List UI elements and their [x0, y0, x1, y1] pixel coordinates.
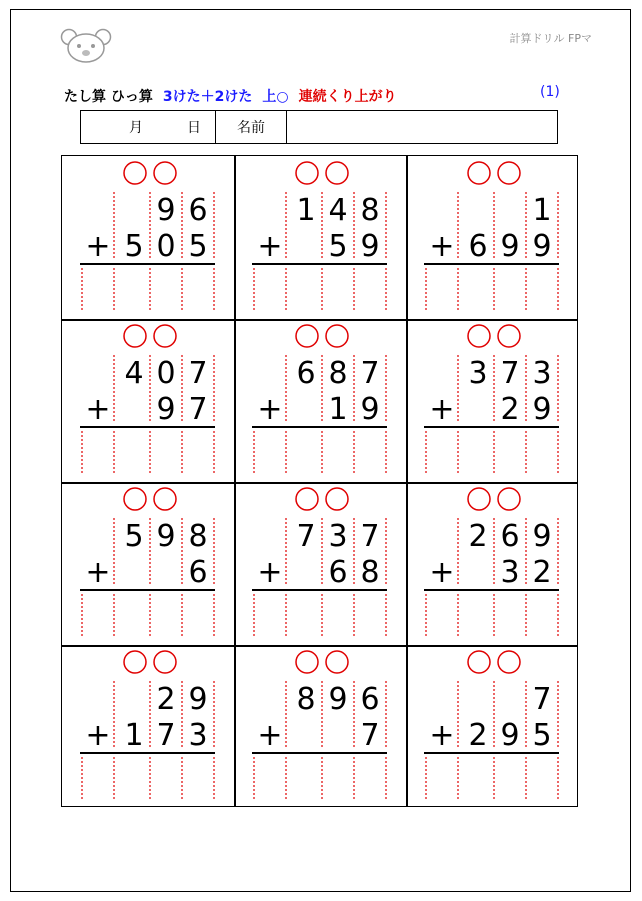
- carry-circle[interactable]: [296, 488, 318, 510]
- addend-top-digit: 7: [500, 356, 520, 391]
- carry-circle[interactable]: [498, 651, 520, 673]
- carry-circle[interactable]: [296, 325, 318, 347]
- problem-cell: [62, 482, 234, 645]
- carry-circle[interactable]: [498, 325, 520, 347]
- carry-circle[interactable]: [498, 488, 520, 510]
- carry-circle[interactable]: [498, 162, 520, 184]
- addend-bottom-digit: 1: [328, 392, 348, 427]
- problem-cell: [234, 319, 406, 482]
- addend-bottom-digit: 5: [124, 229, 144, 264]
- worksheet-title: [64, 86, 397, 106]
- name-label: 名前: [216, 111, 287, 143]
- carry-circle[interactable]: [124, 488, 146, 510]
- plus-operator: +: [85, 555, 111, 590]
- addend-bottom-digit: 9: [156, 392, 176, 427]
- addend-top-digit: 9: [328, 682, 348, 717]
- addend-top-digit: 6: [188, 193, 208, 228]
- plus-operator: +: [429, 555, 455, 590]
- addend-bottom-digit: 0: [156, 229, 176, 264]
- problem-drawing: [234, 156, 406, 319]
- bear-logo-icon: [60, 28, 112, 64]
- addend-top-digit: 9: [156, 193, 176, 228]
- problem-drawing: [62, 645, 234, 808]
- addend-top-digit: 0: [156, 356, 176, 391]
- sheet-number: (1): [540, 84, 560, 100]
- problem-cell: [62, 319, 234, 482]
- addend-bottom-digit: 3: [188, 718, 208, 753]
- title-digits: 3けた＋2けた: [162, 89, 253, 105]
- problem-cell: [406, 645, 578, 808]
- addend-bottom-digit: 7: [188, 392, 208, 427]
- addend-top-digit: 8: [328, 356, 348, 391]
- plus-operator: +: [257, 392, 283, 427]
- title-carry-position: 上○: [262, 89, 289, 105]
- addend-top-digit: 7: [532, 682, 552, 717]
- addend-bottom-digit: 3: [500, 555, 520, 590]
- plus-operator: +: [429, 229, 455, 264]
- addend-top-digit: 7: [360, 356, 380, 391]
- carry-circle[interactable]: [326, 162, 348, 184]
- carry-circle[interactable]: [296, 651, 318, 673]
- addend-top-digit: 1: [532, 193, 552, 228]
- plus-operator: +: [257, 718, 283, 753]
- problem-cell: [234, 645, 406, 808]
- plus-operator: +: [85, 718, 111, 753]
- plus-operator: +: [257, 555, 283, 590]
- addend-bottom-digit: 1: [124, 718, 144, 753]
- addend-bottom-digit: 7: [156, 718, 176, 753]
- carry-circle[interactable]: [154, 651, 176, 673]
- problem-drawing: [62, 156, 234, 319]
- plus-operator: +: [85, 392, 111, 427]
- addend-top-digit: 2: [468, 519, 488, 554]
- carry-circle[interactable]: [468, 651, 490, 673]
- addend-bottom-digit: 5: [188, 229, 208, 264]
- carry-circle[interactable]: [154, 488, 176, 510]
- carry-circle[interactable]: [124, 162, 146, 184]
- problem-cell: [62, 645, 234, 808]
- problem-cell: [62, 156, 234, 319]
- month-label: 月: [129, 120, 143, 136]
- day-label: 日: [187, 120, 201, 136]
- name-date-row: [80, 110, 558, 144]
- addend-bottom-digit: 5: [532, 718, 552, 753]
- carry-circle[interactable]: [124, 325, 146, 347]
- problem-drawing: [406, 482, 578, 645]
- addend-bottom-digit: 6: [328, 555, 348, 590]
- problem-drawing: [62, 482, 234, 645]
- plus-operator: +: [257, 229, 283, 264]
- carry-circle[interactable]: [154, 162, 176, 184]
- addend-bottom-digit: 9: [500, 229, 520, 264]
- addend-top-digit: 7: [360, 519, 380, 554]
- addend-bottom-digit: 7: [360, 718, 380, 753]
- brand-text: 計算ドリル FPマ: [509, 32, 592, 45]
- carry-circle[interactable]: [124, 651, 146, 673]
- addend-top-digit: 7: [296, 519, 316, 554]
- addend-top-digit: 3: [468, 356, 488, 391]
- addend-bottom-digit: 9: [360, 229, 380, 264]
- plus-operator: +: [85, 229, 111, 264]
- addend-top-digit: 9: [156, 519, 176, 554]
- addend-top-digit: 3: [328, 519, 348, 554]
- addend-bottom-digit: 9: [532, 229, 552, 264]
- addend-bottom-digit: 9: [500, 718, 520, 753]
- problem-drawing: [234, 482, 406, 645]
- carry-circle[interactable]: [296, 162, 318, 184]
- addend-bottom-digit: 6: [188, 555, 208, 590]
- problem-drawing: [406, 156, 578, 319]
- plus-operator: +: [429, 392, 455, 427]
- addend-top-digit: 7: [188, 356, 208, 391]
- addend-bottom-digit: 2: [468, 718, 488, 753]
- carry-circle[interactable]: [326, 488, 348, 510]
- carry-circle[interactable]: [326, 651, 348, 673]
- carry-circle[interactable]: [326, 325, 348, 347]
- carry-circle[interactable]: [468, 162, 490, 184]
- problem-drawing: [234, 319, 406, 482]
- addend-top-digit: 2: [156, 682, 176, 717]
- addend-top-digit: 1: [296, 193, 316, 228]
- addend-top-digit: 3: [532, 356, 552, 391]
- addend-top-digit: 5: [124, 519, 144, 554]
- title-carry-type: 連続くり上がり: [298, 89, 397, 105]
- carry-circle[interactable]: [468, 325, 490, 347]
- problem-cell: [406, 482, 578, 645]
- addend-bottom-digit: 2: [500, 392, 520, 427]
- problem-drawing: [406, 645, 578, 808]
- addend-bottom-digit: 9: [360, 392, 380, 427]
- problem-grid: [61, 155, 578, 807]
- problem-cell: [406, 156, 578, 319]
- addend-top-digit: 8: [360, 193, 380, 228]
- problem-drawing: [406, 319, 578, 482]
- addend-bottom-digit: 5: [328, 229, 348, 264]
- addend-bottom-digit: 9: [532, 392, 552, 427]
- problem-cell: [406, 319, 578, 482]
- addend-bottom-digit: 2: [532, 555, 552, 590]
- addend-top-digit: 8: [296, 682, 316, 717]
- plus-operator: +: [429, 718, 455, 753]
- carry-circle[interactable]: [468, 488, 490, 510]
- name-field[interactable]: [287, 111, 557, 143]
- addend-top-digit: 4: [328, 193, 348, 228]
- problem-drawing: [234, 645, 406, 808]
- problem-cell: [234, 156, 406, 319]
- date-field[interactable]: [81, 111, 216, 143]
- addend-top-digit: 6: [360, 682, 380, 717]
- addend-top-digit: 8: [188, 519, 208, 554]
- carry-circle[interactable]: [154, 325, 176, 347]
- addend-bottom-digit: 8: [360, 555, 380, 590]
- addend-bottom-digit: 6: [468, 229, 488, 264]
- title-topic: たし算 ひっ算: [64, 89, 153, 105]
- addend-top-digit: 6: [296, 356, 316, 391]
- problem-drawing: [62, 319, 234, 482]
- problem-cell: [234, 482, 406, 645]
- addend-top-digit: 9: [532, 519, 552, 554]
- addend-top-digit: 9: [188, 682, 208, 717]
- addend-top-digit: 6: [500, 519, 520, 554]
- addend-top-digit: 4: [124, 356, 144, 391]
